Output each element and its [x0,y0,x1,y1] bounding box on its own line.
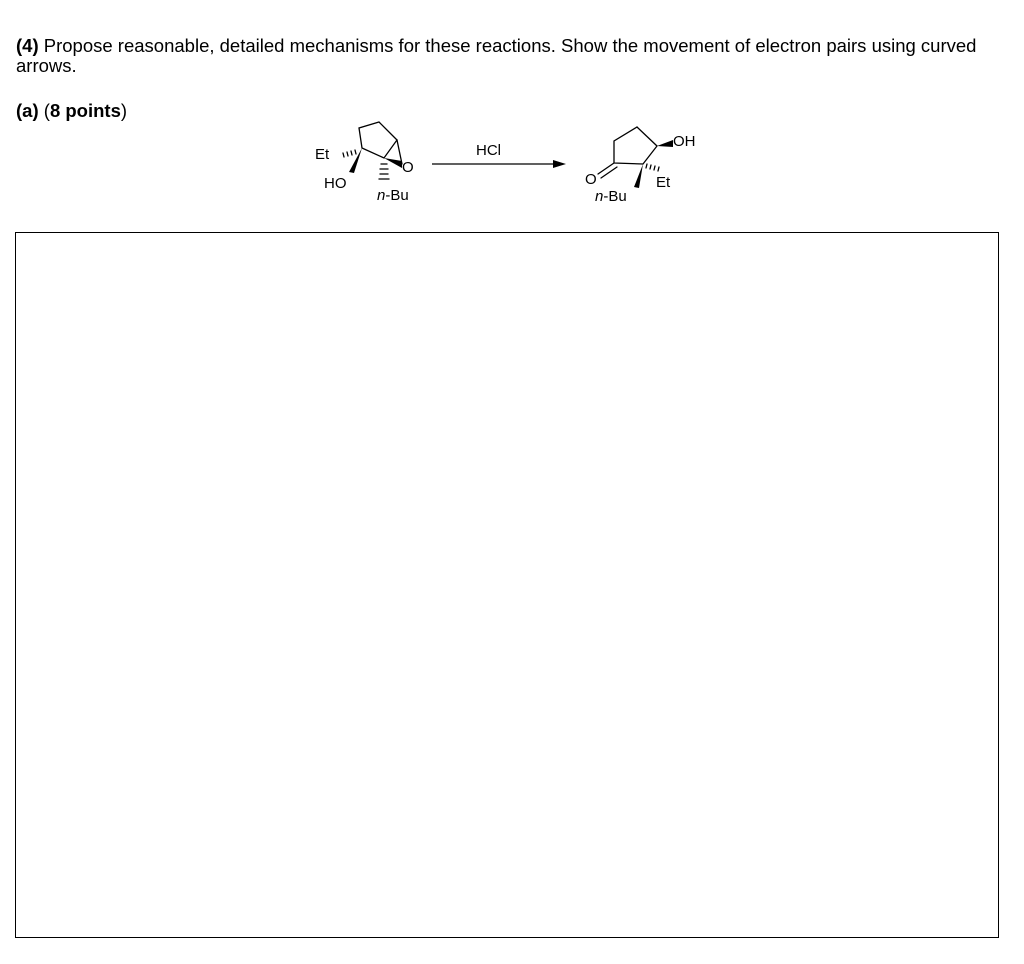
product-oh-label: OH [673,133,696,150]
product-n-italic: n [595,188,604,205]
product-carbonyl-bond-2 [601,167,617,178]
part-points: 8 points [49,100,121,121]
reagent-label: HCl [476,142,501,159]
reactant-o-label: O [402,159,414,176]
question-body: Propose reasonable, detailed mechanisms for these reactions. Show the movement of electron pairs using curved arrows. [16,35,977,76]
product-oh-wedge [657,140,673,147]
reactant-o-wedge [384,158,402,168]
product-bu: -Bu [603,188,627,205]
reactant-et-hash-bond [343,150,356,157]
product-et-label: Et [656,174,671,191]
product-o-label: O [585,171,597,188]
product-bu-wedge [634,164,643,188]
reactant-et-label: Et [315,146,330,163]
reactant-ring [359,122,397,158]
reactant-bu: -Bu [385,187,409,204]
points-close-paren: ) [120,100,128,121]
part-a-heading [16,101,127,121]
reactant-bu-hash-bond [379,164,389,179]
reaction-scheme [0,120,1024,220]
product-et-hash-bond [646,164,659,171]
product-ring [614,127,657,164]
points-open-paren: ( [43,100,50,121]
question-text [16,36,1008,76]
answer-box[interactable] [15,232,999,938]
reaction-arrow [432,160,566,168]
product-structure [598,127,659,178]
reactant-n-italic: n [377,187,386,204]
product-nbu-label [595,188,627,205]
part-letter: (a) [16,100,39,121]
reactant-ho-label: HO [324,175,347,192]
reactant-nbu-label [377,187,409,204]
question-number: (4) [16,35,39,56]
product-carbonyl-bond-1 [598,163,614,174]
